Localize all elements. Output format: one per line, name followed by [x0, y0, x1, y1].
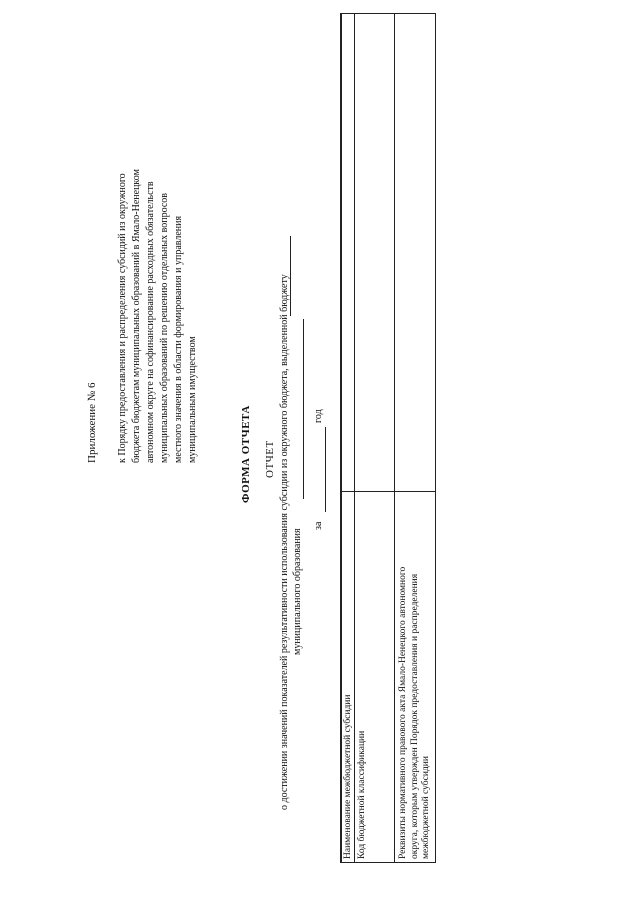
appendix-line: автономном округе на софинансирование расходных обязательств [145, 181, 156, 463]
municipality-blank-line [290, 236, 291, 316]
appendix-line: муниципальных образований по решению отдельных вопросов [159, 192, 170, 463]
period-suffix: год [313, 409, 324, 423]
table-row [354, 14, 395, 862]
subsidy-details-table [340, 13, 436, 863]
appendix-line: к Порядку предоставления и распределения субсидий из окружного [117, 173, 128, 463]
table-row-label: Код бюджетной классификации [357, 730, 367, 859]
form-title: ФОРМА ОТЧЕТА [240, 405, 252, 503]
appendix-title: Приложение № 6 [86, 382, 98, 463]
appendix-line: местного значения в области формирования и управления [173, 215, 184, 463]
period-prefix: за [313, 521, 324, 530]
report-title: ОТЧЕТ [264, 440, 276, 478]
table-row-label: Реквизиты нормативного правового акта Ямало-Ненецкого автономного округа, которым утвержден Порядок предоставления и распределения межбюджетной субсидии [398, 566, 431, 859]
table-row [394, 14, 437, 862]
period-blank-line [325, 427, 326, 512]
report-description: о достижении значений показателей результативности использования субсидии из окружного бюджета, выделенной бюджету [279, 274, 290, 810]
appendix-line: бюджета бюджетам муниципальных образований в Ямало-Ненецком [131, 169, 142, 463]
report-description-municipality: муниципального образования [292, 528, 303, 655]
municipality-name-blank-line [303, 319, 304, 499]
appendix-line: муниципальным имуществом [187, 336, 198, 463]
table-row-label: Наименование межбюджетной субсидии [343, 694, 353, 859]
table-row [341, 14, 355, 862]
